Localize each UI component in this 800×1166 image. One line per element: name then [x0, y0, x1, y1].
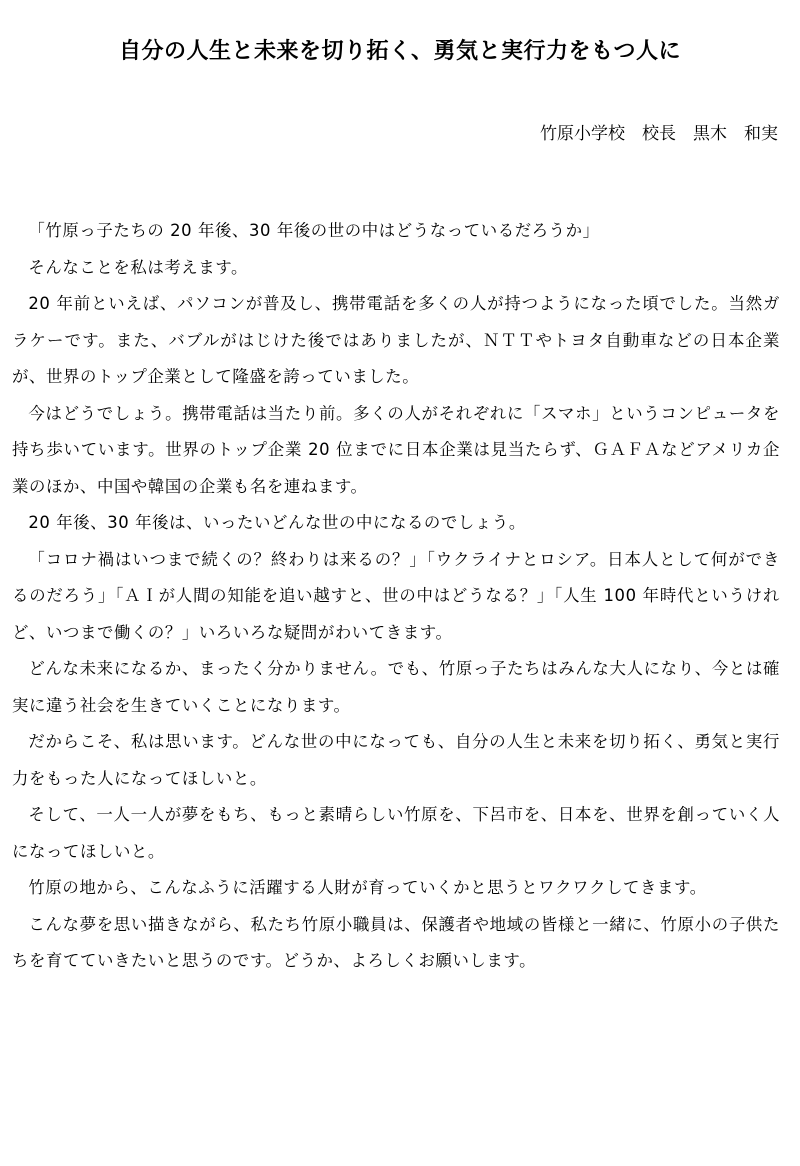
paragraph: こんな夢を思い描きながら、私たち竹原小職員は、保護者や地域の皆様と一緒に、竹原小の子供たちを育てていきたいと思うのです。どうか、よろしくお願いします。: [12, 914, 780, 970]
paragraph: 「コロナ禍はいつまで続くの？終わりは来るの？」「ウクライナとロシア。日本人として何ができるのだろう」「ＡＩが人間の知能を追い越すと、世の中はどうなる？」「人生 100 年時代というけれど、いつまで働くの？」いろいろな疑問がわいてきます。: [12, 549, 780, 642]
paragraph: 20 年前といえば、パソコンが普及し、携帯電話を多くの人が持つようになった頃でした。当然ガラケーです。また、バブルがはじけた後ではありましたが、ＮＴＴやトヨタ自動車などの日本企業が、世界のトップ企業として隆盛を誇っていました。: [12, 294, 780, 386]
paragraph: 「竹原っ子たちの 20 年後、30 年後の世の中はどうなっているだろうか」: [28, 221, 600, 240]
paragraph: どんな未来になるか、まったく分かりません。でも、竹原っ子たちはみんな大人になり、今とは確実に違う社会を生きていくことになります。: [12, 659, 780, 715]
document-title: 自分の人生と未来を切り拓く、勇気と実行力をもつ人に: [118, 39, 682, 64]
paragraph: 20 年後、30 年後は、いったいどんな世の中になるのでしょう。: [28, 513, 526, 532]
author-line: 竹原小学校 校長 黒木 和実: [540, 124, 778, 144]
paragraph: だからこそ、私は思います。どんな世の中になっても、自分の人生と未来を切り拓く、勇気と実行力をもった人になってほしいと。: [12, 732, 780, 788]
paragraph: そんなことを私は考えます。: [28, 257, 248, 277]
paragraph: 今はどうでしょう。携帯電話は当たり前。多くの人がそれぞれに「スマホ」というコンピュータを持ち歩いています。世界のトップ企業 20 位までに日本企業は見当たらず、ＧＡＦＡなどアメリカ企業のほか、中国や韓国の企業も名を連ねます。: [12, 403, 780, 496]
paragraph: そして、一人一人が夢をもち、もっと素晴らしい竹原を、下呂市を、日本を、世界を創っていく人になってほしいと。: [12, 805, 780, 861]
paragraph: 竹原の地から、こんなふうに活躍する人財が育っていくかと思うとワクワクしてきます。: [28, 878, 707, 897]
document-body: [12, 213, 780, 980]
